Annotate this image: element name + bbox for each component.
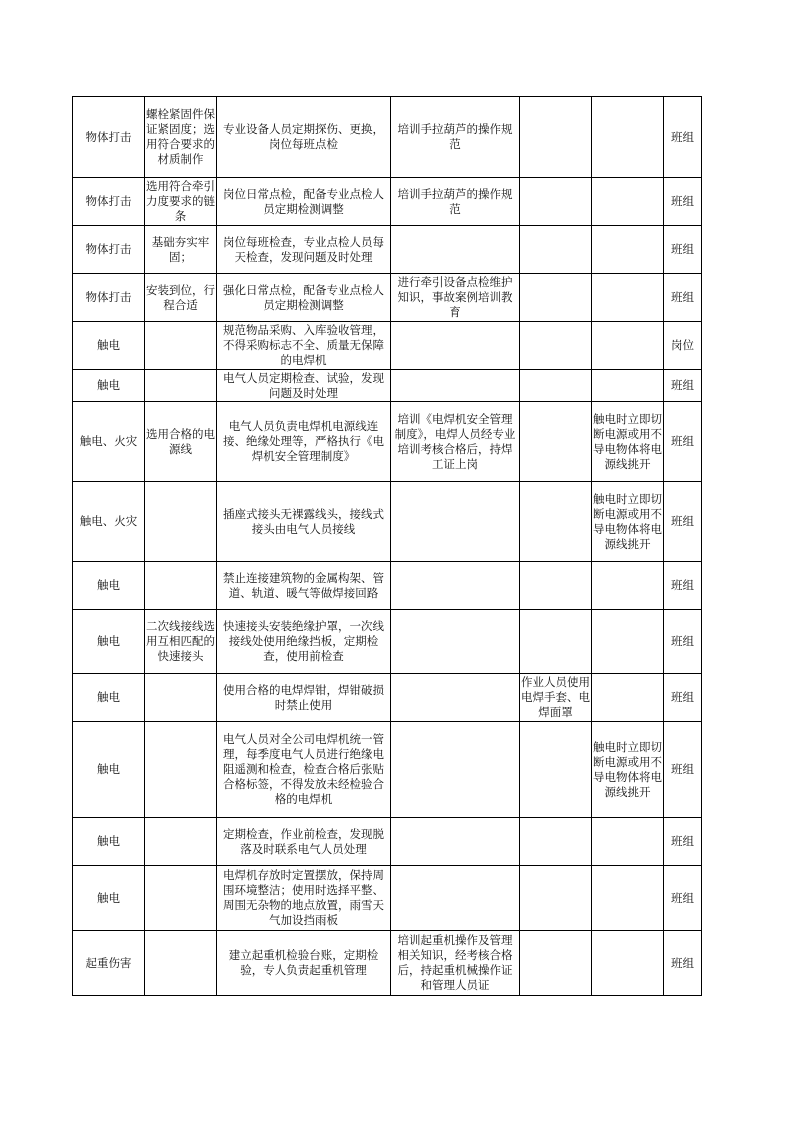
- control-level-cell: 班组: [664, 274, 702, 322]
- ppe-measure-cell: 作业人员使用电焊手套、电焊面罩: [520, 674, 592, 722]
- training-measure-cell: [391, 370, 520, 402]
- table-row: [73, 722, 702, 818]
- ppe-measure-cell: [520, 97, 592, 178]
- emergency-measure-cell: [592, 610, 664, 674]
- ppe-measure-cell: [520, 818, 592, 866]
- hazard-cell: 触电: [73, 370, 145, 402]
- ppe-measure-cell: [520, 178, 592, 226]
- management-measure-cell: 电气人员对全公司电焊机统一管理，每季度电气人员进行绝缘电阻遥测和检查，检查合格后张贴合格标签，不得发放未经检验合格的电焊机: [217, 722, 391, 818]
- table-row: [73, 866, 702, 931]
- equipment-measure-cell: 基础夯实牢固；: [145, 226, 217, 274]
- management-measure-cell: 电气人员负责电焊机电源线连接、绝缘处理等，严格执行《电焊机安全管理制度》: [217, 402, 391, 482]
- table-row: [73, 322, 702, 370]
- training-measure-cell: 进行牵引设备点检维护知识，事故案例培训教育: [391, 274, 520, 322]
- emergency-measure-cell: [592, 97, 664, 178]
- equipment-measure-cell: [145, 818, 217, 866]
- emergency-measure-cell: [592, 866, 664, 931]
- training-measure-cell: [391, 562, 520, 610]
- table-row: [73, 97, 702, 178]
- ppe-measure-cell: [520, 866, 592, 931]
- table-row: [73, 370, 702, 402]
- table-row: [73, 482, 702, 562]
- hazard-cell: 触电: [73, 610, 145, 674]
- ppe-measure-cell: [520, 226, 592, 274]
- hazard-cell: 触电、火灾: [73, 402, 145, 482]
- table-row: [73, 178, 702, 226]
- emergency-measure-cell: [592, 562, 664, 610]
- table-row: [73, 610, 702, 674]
- table-row: [73, 274, 702, 322]
- equipment-measure-cell: 螺栓紧固件保证紧固度；选用符合要求的材质制作: [145, 97, 217, 178]
- training-measure-cell: 培训手拉葫芦的操作规范: [391, 178, 520, 226]
- emergency-measure-cell: [592, 370, 664, 402]
- emergency-measure-cell: 触电时立即切断电源或用不导电物体将电源线挑开: [592, 402, 664, 482]
- equipment-measure-cell: [145, 931, 217, 996]
- control-level-cell: 岗位: [664, 322, 702, 370]
- management-measure-cell: 禁止连接建筑物的金属构架、管道、轨道、暖气等做焊接回路: [217, 562, 391, 610]
- table-row: [73, 931, 702, 996]
- control-level-cell: 班组: [664, 674, 702, 722]
- ppe-measure-cell: [520, 322, 592, 370]
- control-level-cell: 班组: [664, 562, 702, 610]
- hazard-cell: 物体打击: [73, 97, 145, 178]
- hazard-cell: 物体打击: [73, 274, 145, 322]
- management-measure-cell: 专业设备人员定期探伤、更换，岗位每班点检: [217, 97, 391, 178]
- table-row: [73, 674, 702, 722]
- control-level-cell: 班组: [664, 402, 702, 482]
- management-measure-cell: 电气人员定期检查、试验，发现问题及时处理: [217, 370, 391, 402]
- emergency-measure-cell: [592, 322, 664, 370]
- training-measure-cell: [391, 674, 520, 722]
- equipment-measure-cell: [145, 562, 217, 610]
- hazard-cell: 起重伤害: [73, 931, 145, 996]
- emergency-measure-cell: [592, 226, 664, 274]
- emergency-measure-cell: 触电时立即切断电源或用不导电物体将电源线挑开: [592, 482, 664, 562]
- equipment-measure-cell: [145, 674, 217, 722]
- equipment-measure-cell: [145, 322, 217, 370]
- hazard-cell: 物体打击: [73, 226, 145, 274]
- control-level-cell: 班组: [664, 931, 702, 996]
- control-level-cell: 班组: [664, 97, 702, 178]
- equipment-measure-cell: 安装到位，行程合适: [145, 274, 217, 322]
- training-measure-cell: [391, 722, 520, 818]
- control-level-cell: 班组: [664, 818, 702, 866]
- training-measure-cell: [391, 866, 520, 931]
- training-measure-cell: 培训《电焊机安全管理制度》，电焊人员经专业培训考核合格后，持焊工证上岗: [391, 402, 520, 482]
- ppe-measure-cell: [520, 402, 592, 482]
- hazard-cell: 触电: [73, 818, 145, 866]
- table-body: [73, 97, 702, 996]
- table-row: [73, 562, 702, 610]
- control-level-cell: 班组: [664, 178, 702, 226]
- equipment-measure-cell: [145, 722, 217, 818]
- management-measure-cell: 建立起重机检验台账，定期检验，专人负责起重机管理: [217, 931, 391, 996]
- ppe-measure-cell: [520, 274, 592, 322]
- emergency-measure-cell: [592, 931, 664, 996]
- hazard-cell: 触电: [73, 866, 145, 931]
- management-measure-cell: 使用合格的电焊焊钳，焊钳破损时禁止使用: [217, 674, 391, 722]
- ppe-measure-cell: [520, 370, 592, 402]
- training-measure-cell: [391, 610, 520, 674]
- control-level-cell: 班组: [664, 866, 702, 931]
- ppe-measure-cell: [520, 610, 592, 674]
- training-measure-cell: 培训手拉葫芦的操作规范: [391, 97, 520, 178]
- management-measure-cell: 规范物品采购、入库验收管理，不得采购标志不全、质量无保障的电焊机: [217, 322, 391, 370]
- hazard-cell: 触电、火灾: [73, 482, 145, 562]
- training-measure-cell: [391, 322, 520, 370]
- training-measure-cell: [391, 818, 520, 866]
- equipment-measure-cell: 选用合格的电源线: [145, 402, 217, 482]
- ppe-measure-cell: [520, 482, 592, 562]
- training-measure-cell: 培训起重机操作及管理相关知识，经考核合格后，持起重机械操作证和管理人员证: [391, 931, 520, 996]
- ppe-measure-cell: [520, 562, 592, 610]
- equipment-measure-cell: [145, 370, 217, 402]
- ppe-measure-cell: [520, 722, 592, 818]
- training-measure-cell: [391, 226, 520, 274]
- table-row: [73, 226, 702, 274]
- management-measure-cell: 快速接头安装绝缘护罩，一次线接线处使用绝缘挡板，定期检查，使用前检查: [217, 610, 391, 674]
- management-measure-cell: 定期检查，作业前检查，发现脱落及时联系电气人员处理: [217, 818, 391, 866]
- emergency-measure-cell: [592, 274, 664, 322]
- table-row: [73, 818, 702, 866]
- hazard-cell: 物体打击: [73, 178, 145, 226]
- management-measure-cell: 强化日常点检，配备专业点检人员定期检测调整: [217, 274, 391, 322]
- management-measure-cell: 岗位日常点检，配备专业点检人员定期检测调整: [217, 178, 391, 226]
- control-level-cell: 班组: [664, 226, 702, 274]
- risk-control-table: [72, 96, 702, 996]
- control-level-cell: 班组: [664, 370, 702, 402]
- emergency-measure-cell: 触电时立即切断电源或用不导电物体将电源线挑开: [592, 722, 664, 818]
- emergency-measure-cell: [592, 178, 664, 226]
- emergency-measure-cell: [592, 818, 664, 866]
- equipment-measure-cell: 选用符合牵引力度要求的链条: [145, 178, 217, 226]
- management-measure-cell: 插座式接头无裸露线头，接线式接头由电气人员接线: [217, 482, 391, 562]
- hazard-cell: 触电: [73, 674, 145, 722]
- control-level-cell: 班组: [664, 482, 702, 562]
- training-measure-cell: [391, 482, 520, 562]
- management-measure-cell: 电焊机存放时定置摆放，保持周围环境整洁；使用时选择平整、周围无杂物的地点放置，雨雪天气加设挡雨板: [217, 866, 391, 931]
- equipment-measure-cell: [145, 482, 217, 562]
- management-measure-cell: 岗位每班检查，专业点检人员每天检查，发现问题及时处理: [217, 226, 391, 274]
- table-row: [73, 402, 702, 482]
- control-level-cell: 班组: [664, 722, 702, 818]
- control-level-cell: 班组: [664, 610, 702, 674]
- emergency-measure-cell: [592, 674, 664, 722]
- hazard-cell: 触电: [73, 562, 145, 610]
- hazard-cell: 触电: [73, 722, 145, 818]
- equipment-measure-cell: [145, 866, 217, 931]
- ppe-measure-cell: [520, 931, 592, 996]
- hazard-cell: 触电: [73, 322, 145, 370]
- equipment-measure-cell: 二次线接线选用互相匹配的快速接头: [145, 610, 217, 674]
